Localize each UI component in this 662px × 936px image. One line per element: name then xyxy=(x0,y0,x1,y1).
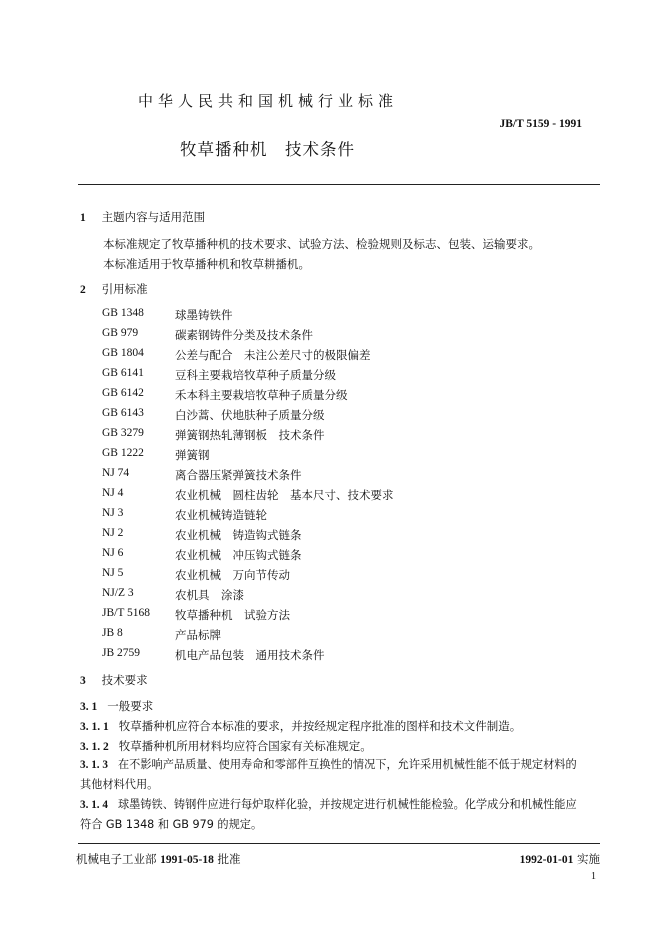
section-3-heading xyxy=(80,672,148,688)
reference-name: 农机具 涂漆 xyxy=(175,588,244,602)
effective-date: 1992-01-01 xyxy=(519,854,574,866)
standard-number: JB/T 5159 - 1991 xyxy=(499,118,582,130)
clause-3-1-3 xyxy=(80,755,577,795)
reference-name: 农业机械 圆柱齿轮 基本尺寸、技术要求 xyxy=(175,488,394,502)
reference-code: GB 6143 xyxy=(102,407,144,419)
scope-paragraph-1: 本标准规定了牧草播种机的技术要求、试验方法、检验规则及标志、包装、运输要求。 xyxy=(103,237,540,251)
reference-name: 牧草播种机 试验方法 xyxy=(175,608,290,622)
clause-number: 3. 1 xyxy=(80,701,98,713)
reference-code: GB 1804 xyxy=(102,347,144,359)
reference-name: 农业机械 万向节传动 xyxy=(175,568,290,582)
clause-number: 3. 1. 4 xyxy=(80,799,108,811)
effective-label: 实施 xyxy=(577,852,600,866)
clause-text: 牧草播种机所用材料均应符合国家有关标准规定。 xyxy=(118,739,372,753)
reference-name: 豆科主要栽培牧草种子质量分级 xyxy=(175,368,336,382)
reference-name: 机电产品包装 通用技术条件 xyxy=(175,648,325,662)
footer-divider xyxy=(78,843,600,844)
clause-3-1 xyxy=(80,698,153,714)
effective-line xyxy=(520,851,600,867)
section-2-heading xyxy=(80,281,148,297)
reference-name: 弹簧钢 xyxy=(175,448,210,462)
clause-number: 3. 1. 1 xyxy=(80,721,109,733)
reference-code: GB 6141 xyxy=(102,367,144,379)
reference-code: NJ 3 xyxy=(102,507,124,519)
section-number: 2 xyxy=(80,284,86,296)
reference-code: NJ/Z 3 xyxy=(102,587,134,599)
section-number: 1 xyxy=(80,212,86,224)
reference-name: 弹簧钢热轧薄钢板 技术条件 xyxy=(175,428,325,442)
reference-code: GB 1222 xyxy=(102,447,144,459)
issuer: 机械电子工业部 xyxy=(76,852,157,866)
section-title: 技术要求 xyxy=(101,673,148,687)
reference-name: 禾本科主要栽培牧草种子质量分级 xyxy=(175,388,348,402)
scope-paragraph-2: 本标准适用于牧草播种机和牧草耕播机。 xyxy=(103,257,310,271)
clause-number: 3. 1. 2 xyxy=(80,741,109,753)
reference-code: GB 3279 xyxy=(102,427,144,439)
reference-code: JB/T 5168 xyxy=(102,607,151,619)
reference-code: GB 979 xyxy=(102,327,139,339)
reference-name: 球墨铸铁件 xyxy=(175,308,233,322)
reference-name: 农业机械铸造链轮 xyxy=(175,508,267,522)
clause-text: 一般要求 xyxy=(107,699,154,713)
clause-text-line-2: 符合 GB 1348 和 GB 979 的规定。 xyxy=(80,818,263,831)
reference-code: NJ 5 xyxy=(102,567,124,579)
issuing-body-heading: 中华人民共和国机械行业标准 xyxy=(138,92,399,110)
reference-code: NJ 4 xyxy=(102,487,124,499)
clause-text-line-1: 球墨铸铁、铸钢件应进行每炉取样化验，并按规定进行机械性能检验。化学成分和机械性能应 xyxy=(117,798,577,811)
reference-code: JB 8 xyxy=(102,627,123,639)
reference-code: NJ 74 xyxy=(102,467,130,479)
reference-name: 公差与配合 未注公差尺寸的极限偏差 xyxy=(175,348,371,362)
section-title: 引用标准 xyxy=(101,282,148,296)
clause-3-1-4 xyxy=(80,795,577,835)
reference-name: 农业机械 冲压钩式链条 xyxy=(175,548,302,562)
section-1-heading xyxy=(80,209,205,225)
reference-code: JB 2759 xyxy=(102,647,141,659)
reference-name: 农业机械 铸造钩式链条 xyxy=(175,528,302,542)
clause-text-line-1: 在不影响产品质量、使用寿命和零部件互换性的情况下，允许采用机械性能不低于规定材料的 xyxy=(117,758,577,771)
reference-name: 产品标牌 xyxy=(175,628,221,642)
clause-number: 3. 1. 3 xyxy=(80,759,108,771)
page-number: 1 xyxy=(591,871,596,882)
reference-code: GB 6142 xyxy=(102,387,144,399)
document-title: 牧草播种机 技术条件 xyxy=(180,140,355,159)
approval-label: 批准 xyxy=(217,852,241,866)
reference-code: GB 1348 xyxy=(102,307,144,319)
reference-code: NJ 2 xyxy=(102,527,124,539)
reference-name: 离合器压紧弹簧技术条件 xyxy=(175,468,302,482)
section-number: 3 xyxy=(80,675,86,687)
clause-3-1-2 xyxy=(80,738,372,754)
approval-line xyxy=(76,851,240,867)
reference-name: 白沙蒿、伏地肤种子质量分级 xyxy=(175,408,325,422)
reference-code: NJ 6 xyxy=(102,547,124,559)
header-divider xyxy=(78,184,600,185)
reference-name: 碳素钢铸件分类及技术条件 xyxy=(175,328,313,342)
clause-text: 牧草播种机应符合本标准的要求，并按经规定程序批准的图样和技术文件制造。 xyxy=(118,719,522,733)
clause-text-line-2: 其他材料代用。 xyxy=(80,778,159,791)
approval-date: 1991-05-18 xyxy=(160,854,214,866)
section-title: 主题内容与适用范围 xyxy=(101,210,206,224)
clause-3-1-1 xyxy=(80,718,521,734)
